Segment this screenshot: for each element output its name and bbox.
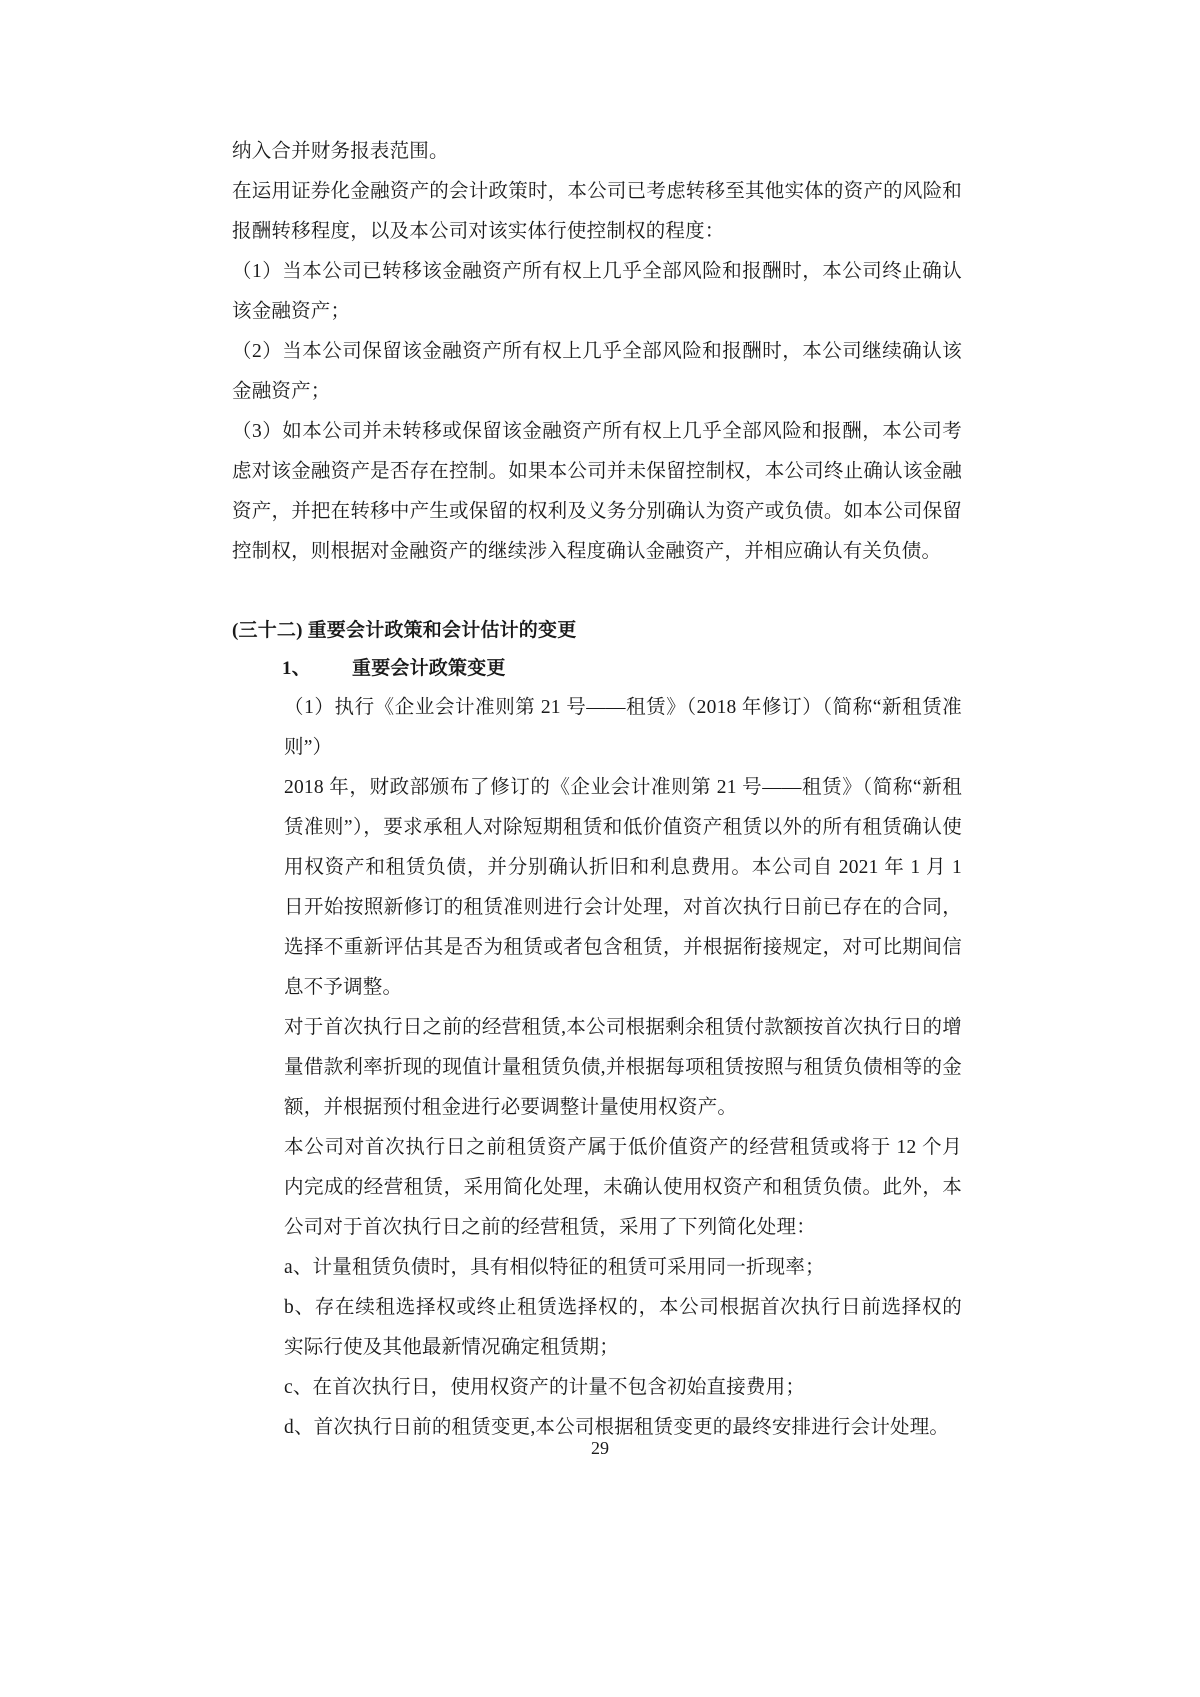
sub-heading-title: 重要会计政策变更 — [352, 658, 506, 679]
paragraph: （2）当本公司保留该金融资产所有权上几乎全部风险和报酬时，本公司继续确认该金融资产； — [232, 341, 962, 402]
paragraph: 对于首次执行日之前的经营租赁,本公司根据剩余租赁付款额按首次执行日的增量借款利率折现的现值计量租赁负债,并根据每项租赁按照与租赁负债相等的金额，并根据预付租金进行必要调整计量使用权资产。 — [284, 1017, 962, 1118]
paragraph: d、首次执行日前的租赁变更,本公司根据租赁变更的最终安排进行会计处理。 — [284, 1417, 950, 1438]
spacer — [232, 572, 962, 612]
page-number: 29 — [591, 1438, 609, 1458]
paragraph: 在运用证券化金融资产的会计政策时，本公司已考虑转移至其他实体的资产的风险和报酬转移程度，以及本公司对该实体行使控制权的程度： — [232, 181, 962, 242]
level3-block — [232, 688, 962, 1448]
paragraph: （3）如本公司并未转移或保留该金融资产所有权上几乎全部风险和报酬，本公司考虑对该金融资产是否存在控制。如果本公司并未保留控制权，本公司终止确认该金融资产，并把在转移中产生或保留的权利及义务分别确认为资产或负债。如本公司保留控制权，则根据对金融资产的继续涉入程度确认金融资产，并相应确认有关负债。 — [232, 421, 962, 562]
paragraph: （1）当本公司已转移该金融资产所有权上几乎全部风险和报酬时，本公司终止确认该金融资产； — [232, 261, 962, 322]
paragraph: c、在首次执行日，使用权资产的计量不包含初始直接费用； — [284, 1377, 806, 1398]
section-heading: (三十二) 重要会计政策和会计估计的变更 — [232, 620, 577, 641]
paragraph: 纳入合并财务报表范围。 — [232, 141, 449, 162]
sub-heading-number: 1、 — [282, 658, 311, 679]
paragraph: （1）执行《企业会计准则第 21 号——租赁》（2018 年修订）（简称“新租赁准则”） — [284, 697, 962, 758]
paragraph: b、存在续租选择权或终止租赁选择权的，本公司根据首次执行日前选择权的实际行使及其他最新情况确定租赁期； — [284, 1297, 962, 1358]
sub-heading — [232, 650, 962, 688]
page-content — [232, 132, 962, 1448]
paragraph: a、计量租赁负债时，具有相似特征的租赁可采用同一折现率； — [284, 1257, 825, 1278]
paragraph: 本公司对首次执行日之前租赁资产属于低价值资产的经营租赁或将于 12 个月内完成的经营租赁，采用简化处理，未确认使用权资产和租赁负债。此外，本公司对于首次执行日之前的经营租赁，采用了下列简化处理： — [284, 1137, 962, 1238]
paragraph: 2018 年，财政部颁布了修订的《企业会计准则第 21 号——租赁》（简称“新租赁准则”），要求承租人对除短期租赁和低价值资产租赁以外的所有租赁确认使用权资产和租赁负债，并分别确认折旧和利息费用。本公司自 2021 年 1 月 1 日开始按照新修订的租赁准则进行会计处理，对首次执行日前已存在的合同，选择不重新评估其是否为租赁或者包含租赁，并根据衔接规定，对可比期间信息不予调整。 — [284, 777, 962, 998]
